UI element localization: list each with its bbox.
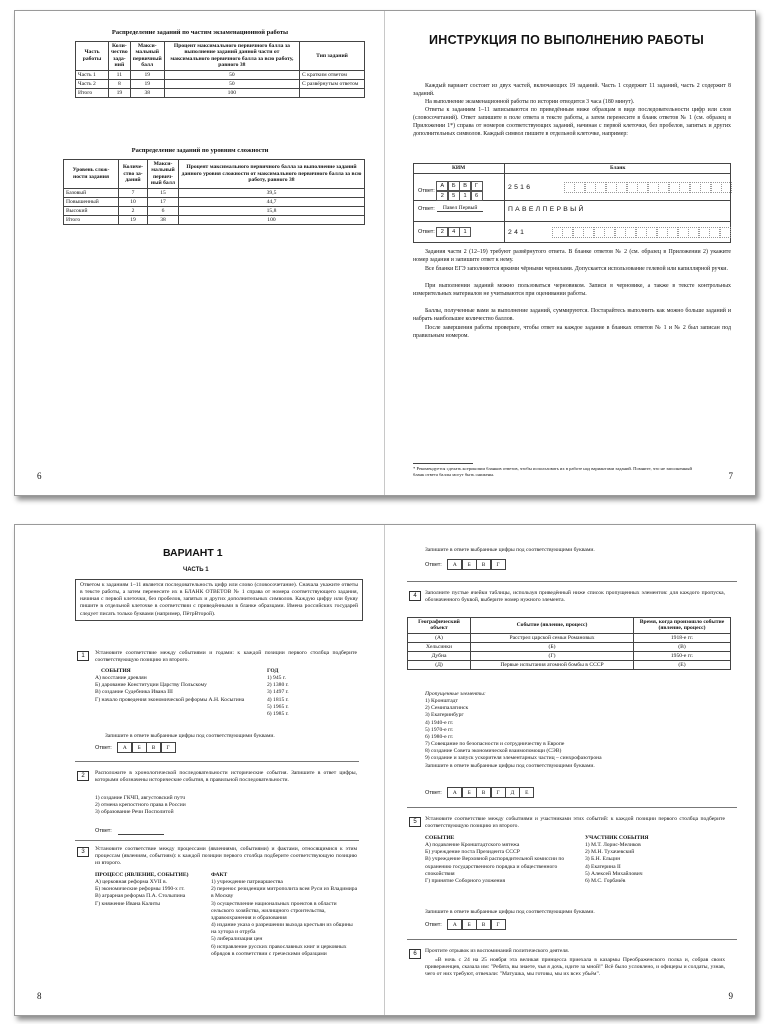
example-cell: 1 (459, 227, 471, 237)
blank-row-3 (508, 227, 731, 238)
list-item: В) учреждение Верховной распорядительной комиссии по охранению государственного порядка и общественного спокойствия (425, 856, 565, 877)
answer-cells[interactable] (448, 919, 506, 930)
example-row-2 (418, 205, 483, 212)
list-item: 2) перенос резиденции митрополита всея Руси из Владимира в Москву (211, 886, 358, 900)
list-item: Б) дарование Конституции Царству Польскому (95, 682, 207, 689)
column-head: ФАКТ (211, 872, 228, 878)
question-number: 6 (409, 949, 421, 959)
table-cell: Расстрел царской семьи Романовых (471, 633, 634, 642)
table-row (408, 660, 731, 669)
answer-cell[interactable]: Б (132, 742, 147, 753)
question-separator (75, 761, 359, 762)
question-text: Установите соответствие между процессами (явлениями, событиями) и фактами, относящимися к этим процессам (явлениям, событиям): к каждой позиции первого столбца подберите соответствующую позицию из второго. (95, 846, 357, 867)
list-item: 4) издание указа о разрешении выхода крестьян из общины на хутора и отруба (211, 922, 353, 936)
page-number: 9 (728, 991, 733, 1001)
table-row (408, 642, 731, 651)
example-cell: 1 (459, 191, 471, 201)
list-item: 3) Б.Н. Ельцин (585, 856, 621, 863)
list-item: 5) 1965 г. (267, 703, 289, 710)
table-cell: (Б) (471, 642, 634, 651)
table-cell: С кратким ответом (300, 70, 365, 79)
blank-cells (552, 227, 731, 238)
example-cell: В (459, 181, 471, 191)
table-cell: (А) (408, 633, 471, 642)
list-item: 2) 1380 г. (267, 682, 289, 689)
table-cell: 38 (148, 215, 179, 224)
blank-row-1 (508, 182, 732, 193)
table-row (76, 79, 365, 88)
table-row (64, 206, 365, 215)
table-header-cell: Процент максимального первичного балла за выполнение заданий данного уровня сложности от максимального первичного балла за всю работу, равного 38 (179, 160, 365, 189)
question-separator (407, 939, 737, 940)
table-header-row (408, 618, 731, 634)
table-cell: 44,7 (179, 197, 365, 206)
table-cell: 19 (109, 88, 131, 97)
list-item: 6) 1985 г. (267, 710, 289, 717)
instruction-paragraph: При выполнении заданий можно пользоваться черновиком. Записи в черновике, а также в тексте контрольных измерительных материалов не учитываются при оценивании работы. (413, 283, 731, 297)
list-item: 1) М.Т. Лорис-Меликов (585, 842, 641, 849)
q5-people-column (585, 835, 725, 885)
list-item: 6) М.С. Горбачёв (585, 877, 626, 884)
list-item: 2) М.Н. Тухачевский (585, 849, 635, 856)
list-item: 1) создание ГКЧП, августовский путч (95, 795, 186, 801)
q4-missing-list (425, 691, 725, 770)
list-item: 1) Кронштадт (425, 698, 458, 705)
answer-cell[interactable]: А (117, 742, 132, 753)
list-item: 5) либерализация цен (211, 936, 263, 943)
write-instruction: Запишите в ответе выбранные цифры под соответствующими буквами. (425, 762, 595, 769)
table-cell: 19 (130, 70, 164, 79)
q2-items (95, 795, 355, 816)
table-cell: 8 (109, 79, 131, 88)
write-instruction: Запишите в ответе выбранные цифры под соответствующими буквами. (105, 733, 275, 739)
table-cell: 38 (130, 88, 164, 97)
table-cell: 15 (148, 188, 179, 197)
column-head: СОБЫТИЯ (101, 668, 131, 674)
example-cell: 4 (448, 227, 460, 237)
levels-table (63, 159, 365, 225)
list-item: Г) начало проведения экономической реформы А.Н. Косыгина (95, 696, 245, 703)
instruction-paragraph: Каждый вариант состоит из двух частей, включающих 19 заданий. Часть 1 содержит 11 заданий, часть 2 содержит 8 заданий. (413, 83, 731, 97)
list-item: 8) создание Совета экономической взаимопомощи (СЭВ) (425, 748, 562, 755)
answer-cell[interactable]: Г (491, 559, 506, 570)
list-item: 6) 1980-е гг. (425, 733, 454, 740)
answer-cell[interactable]: А (447, 919, 462, 930)
list-item: 2) отмена крепостного права в России (95, 802, 186, 809)
table-header-cell: Коли-чество зада-ний (109, 42, 131, 71)
write-instruction: Запишите в ответе выбранные цифры под соответствующими буквами. (425, 547, 595, 553)
q4-answer-row (425, 787, 534, 798)
answer-cell[interactable]: В (476, 559, 491, 570)
table-cell: (Д) (408, 660, 471, 669)
blank-value: 2516 (508, 184, 533, 191)
table-cell: Хельсинки (408, 642, 471, 651)
answer-label: Ответ: (418, 188, 435, 194)
list-item: 6) исправление русских православных книг и церковных обрядов в соответствии с греческими образцами (211, 943, 347, 957)
answer-cells[interactable] (448, 559, 506, 570)
example-cell: 5 (448, 191, 460, 201)
table2-caption: Распределение заданий по уровням сложности (131, 147, 269, 154)
list-item: 1) 945 г. (267, 675, 286, 682)
column-head: ПРОЦЕСС (ЯВЛЕНИЕ, СОБЫТИЕ) (95, 872, 189, 878)
footnote-rule (413, 463, 473, 464)
list-item: 5) Алексей Михайлович (585, 870, 643, 877)
table-cell: 2 (119, 206, 148, 215)
question-separator (407, 581, 737, 582)
instruction-paragraph: Все бланки ЕГЭ заполняются яркими чёрными чернилами. Допускается использование гелевой или капиллярной ручки. (425, 266, 728, 272)
answer-cell[interactable]: Г (491, 919, 506, 930)
list-item: 7) Совещание по безопасности и сотрудничеству в Европе (425, 741, 565, 748)
question-number: 3 (77, 847, 89, 857)
page-8 (15, 525, 385, 1015)
instruction-paragraph: Задания части 2 (12–19) требуют развёрнутого ответа. В бланке ответов № 2 (см. образец в Приложении 2) укажите номер задания и запишите ответ к нему. (413, 249, 731, 263)
table-header-cell: Часть работы (76, 42, 109, 71)
table-header-cell: Время, когда произошло событие (явление, процесс) (634, 618, 731, 634)
q2-answer-row (95, 826, 164, 835)
table-cell: 100 (164, 88, 299, 97)
page-7 (385, 11, 755, 495)
list-item: А) восстание древлян (95, 675, 147, 682)
table-cell: 1950-е гг. (634, 651, 731, 660)
table-cell: Итого (64, 215, 119, 224)
list-item: Б) учреждение поста Президента СССР (425, 849, 520, 856)
table1-caption: Распределение заданий по частям экзаменационной работы (111, 29, 289, 36)
answer-cell[interactable]: В (146, 742, 161, 753)
list-item: 9) создание и запуск ускорителя элементарных частиц – синхрофазотрона (425, 755, 602, 762)
table-cell: С развёрнутым ответом (300, 79, 365, 88)
table-cell (300, 88, 365, 97)
question-text: Заполните пустые ячейки таблицы, используя приведённый ниже список пропущенных элементов: для каждого пропуска, обозначенного буквой, выберите номер нужного элемента. (425, 590, 725, 604)
blank-column-head: Бланк (610, 165, 626, 171)
answer-cell[interactable]: Е (519, 787, 534, 798)
answer-cell[interactable]: Г (161, 742, 176, 753)
table-cell: 39,5 (179, 188, 365, 197)
answer-cell[interactable]: Б (462, 787, 477, 798)
column-head: УЧАСТНИК СОБЫТИЯ (585, 835, 649, 841)
list-head: Пропущенные элементы: (425, 691, 486, 697)
answer-cells[interactable] (118, 742, 176, 753)
example-cell: Б (448, 181, 460, 191)
variant-title: ВАРИАНТ 1 (163, 547, 223, 559)
question-number: 2 (77, 771, 89, 781)
list-item: 1) учреждение патриаршества (211, 879, 283, 886)
table-cell: 11 (109, 70, 131, 79)
answer-label: Ответ: (95, 827, 112, 834)
page-number: 6 (37, 471, 42, 481)
answer-cell[interactable]: Б (462, 559, 477, 570)
table-cell: Часть 1 (76, 70, 109, 79)
table-header-cell: Количе-ство за-даний (119, 160, 148, 189)
answer-cell[interactable]: Г (491, 787, 506, 798)
table-header-cell: Уровень слож-ности задания (64, 160, 119, 189)
table-cell: 17 (148, 197, 179, 206)
question-text: Установите соответствие между событиями и участниками этих событий: к каждой позиции первого столбца подберите соответствующую позицию из второго. (425, 816, 725, 830)
example-cell: 2 (436, 227, 448, 237)
question-text: Расположите в хронологической последовательности исторические события. Запишите в ответ цифры, которыми обозначены исторические события, в правильной последовательности. (95, 770, 357, 784)
list-item: 5) 1970-е гг. (425, 726, 454, 733)
page-9 (385, 525, 755, 1015)
answer-label: Ответ: (425, 561, 442, 568)
answer-label: Ответ: (425, 789, 442, 796)
list-item: Г) принятие Соборного уложения (425, 877, 506, 884)
question-separator (407, 807, 737, 808)
list-item: 3) 1497 г. (267, 689, 289, 696)
question-separator (75, 840, 359, 841)
q5-answer-row (425, 919, 506, 930)
table-header-cell: Тип заданий (300, 42, 365, 71)
table-cell: 100 (179, 215, 365, 224)
list-item: 4) 1815 г. (267, 696, 289, 703)
table-cell: Дубна (408, 651, 471, 660)
table-header-cell: Макси-мальный первич-ный балл (148, 160, 179, 189)
table-cell: (Г) (471, 651, 634, 660)
table-row (64, 215, 365, 224)
table-cell: 19 (119, 215, 148, 224)
example-cell: 6 (471, 191, 483, 201)
intro-box: Ответом к заданиям 1–11 является последовательность цифр или слово (словосочетание). Сначала укажите ответы в тексте работы, а затем перенесите их в БЛАНК ОТВЕТОВ № 1 справа от номера соответствующего задания, начиная с первой клеточки, без пробелов, запятых и других дополнительных символов. Каждую цифру или букву пишите в отдельной клеточке в соответствии с приведёнными в бланке образцами. Имена российских государей следует писать только буквами (например, ПётрВторой). (75, 579, 363, 621)
instruction-paragraph: На выполнение экзаменационной работы по истории отводится 3 часа (180 минут). (425, 99, 635, 105)
answer-cell[interactable]: В (476, 787, 491, 798)
table-cell: 6 (148, 206, 179, 215)
table-header-cell: Событие (явление, процесс) (471, 618, 634, 634)
blank-row-2 (508, 206, 586, 213)
q3-answer-row (425, 559, 506, 570)
question-number: 5 (409, 817, 421, 827)
table-cell: 10 (119, 197, 148, 206)
q5-events-column (425, 835, 571, 885)
answer-cell[interactable]: А (447, 559, 462, 570)
example-cell: 2 (436, 191, 448, 201)
table-cell: (В) (634, 642, 731, 651)
blank-value: ПАВЕЛПЕРВЫЙ (508, 206, 586, 213)
table-row (76, 70, 365, 79)
instruction-paragraph: Ответы к заданиям 1–11 записываются по приведённым ниже образцам в виде последовательности цифр или слов (словосочетаний). Ответ запишите в поле ответа в тексте работы, а затем перенесите в бланк ответов № 1 (см. образец в Приложении 1*) справа от номеров соответствующих заданий, начиная с первой клеточки, без пробелов, запятых и других дополнительных символов. Каждый символ пишите в отдельной клеточке, например: (413, 107, 731, 137)
blank-value: 241 (508, 229, 527, 236)
table-header-row (76, 42, 365, 71)
kim-column-head: КИМ (452, 165, 466, 171)
table-cell: Первые испытания атомной бомбы в СССР (471, 660, 634, 669)
q3-processes-column (95, 872, 205, 908)
list-item: В) создание Судебника Ивана III (95, 689, 173, 696)
example-cell: А (436, 181, 448, 191)
table-row (76, 88, 365, 97)
list-item: Г) княжение Ивана Калиты (95, 900, 161, 907)
top-spread (14, 10, 756, 496)
answer-label: Ответ: (425, 921, 442, 928)
table-header-cell: Процент максимального первичного балла за выполнение заданий данной части от максимального первичного балла за всю работу, равного 38 (164, 42, 299, 71)
answer-cell[interactable]: А (447, 787, 462, 798)
table-header-cell: Макси-мальный первичный балл (130, 42, 164, 71)
page-number: 7 (728, 471, 733, 481)
answer-example-box (413, 163, 731, 243)
list-item: 2) Семипалатинск (425, 705, 469, 712)
kim-answer: Павел Первый (437, 205, 484, 212)
table-row (408, 633, 731, 642)
bottom-spread (14, 524, 756, 1016)
table-header-cell: Географический объект (408, 618, 471, 634)
parts-table (75, 41, 365, 98)
list-item: В) аграрная реформа П.А. Столыпина (95, 893, 186, 900)
table-cell: 50 (164, 79, 299, 88)
question-number: 1 (77, 651, 89, 661)
answer-cell[interactable]: Д (505, 787, 520, 798)
page-number: 8 (37, 991, 42, 1001)
q1-events-column (95, 668, 245, 704)
table-cell: (Е) (634, 660, 731, 669)
list-item: 3) осуществление национальных проектов в области сельского хозяйства, жилищного строительства, здравоохранения и образования (211, 900, 337, 921)
q3-facts-column (211, 872, 359, 958)
list-item: 4) 1940-е гг. (425, 719, 454, 726)
write-instruction: Запишите в ответе выбранные цифры под соответствующими буквами. (425, 909, 595, 915)
column-head: ГОД (267, 668, 279, 674)
footnote: * Рекомендуется сделать ксерокопии бланков ответов, чтобы использовать их в работе над вариантами заданий. Помните, что не заполненный бланк ответа баллы могут быть снижены. (413, 466, 692, 477)
table-cell: 7 (119, 188, 148, 197)
answer-line[interactable] (118, 826, 164, 835)
example-row-3 (418, 227, 471, 237)
answer-cells[interactable] (448, 787, 534, 798)
list-item: А) подавление Кронштадтского мятежа (425, 842, 520, 849)
question-text: Установите соответствие между событиями и годами: к каждой позиции первого столбца подберите соответствующую позицию из второго. (95, 650, 357, 664)
part-label: ЧАСТЬ 1 (183, 567, 209, 573)
list-item: 4) Екатерина II (585, 863, 621, 870)
table-cell: Повышенный (64, 197, 119, 206)
table-row (408, 651, 731, 660)
q1-years-column (267, 668, 347, 718)
answer-label: Ответ: (418, 229, 435, 235)
question-number: 4 (409, 591, 421, 601)
instruction-paragraph: Баллы, полученные вами за выполнение заданий, суммируются. Постарайтесь выполнить как можно больше заданий и набрать наибольшее количество баллов. (413, 308, 731, 322)
table-cell: Часть 2 (76, 79, 109, 88)
table-header-row (64, 160, 365, 189)
source-quote: «В ночь с 24 на 25 ноября эта великая принцесса приехала в казармы Преображенского полка и, собрав своих приверженцев, сказала им: "Ребята, вы знаете, чья я дочь, идите за мной!" Всё было условлено, и офицеры и солдаты, узнав, чего от них требуют, отвечали: "Матушка, мы готовы, мы их всех убьём". (425, 957, 725, 978)
page-6 (15, 11, 385, 495)
table-cell: Высокий (64, 206, 119, 215)
answer-cell[interactable]: В (476, 919, 491, 930)
table-cell: 1918-е гг. (634, 633, 731, 642)
q4-table (407, 617, 731, 670)
table-row (64, 188, 365, 197)
list-item: 3) образование Речи Посполитой (95, 809, 174, 816)
example-row-1 (418, 181, 483, 201)
table-cell: 50 (164, 70, 299, 79)
example-cell: Г (471, 181, 483, 191)
answer-cell[interactable]: Б (462, 919, 477, 930)
answer-label: Ответ: (418, 205, 435, 212)
table-cell: Итого (76, 88, 109, 97)
blank-cells (564, 182, 732, 193)
table-row (64, 197, 365, 206)
list-item: А) церковная реформа XVII в. (95, 879, 168, 886)
list-item: 3) Екатеринбург (425, 712, 464, 719)
table-cell: 19 (130, 79, 164, 88)
q1-answer-row (95, 742, 176, 753)
question-text: Прочтите отрывок из воспоминаний политического деятеля. (425, 948, 570, 954)
answer-label: Ответ: (95, 744, 112, 751)
table-cell: 15,8 (179, 206, 365, 215)
list-item: Б) экономические реформы 1990-х гг. (95, 886, 185, 893)
instruction-paragraph: После завершения работы проверьте, чтобы ответ на каждое задание в бланках ответов № 1 и № 2 был записан под правильным номером. (413, 325, 731, 339)
column-head: СОБЫТИЕ (425, 835, 455, 841)
page-title: ИНСТРУКЦИЯ ПО ВЫПОЛНЕНИЮ РАБОТЫ (429, 33, 705, 47)
table-cell: Базовый (64, 188, 119, 197)
